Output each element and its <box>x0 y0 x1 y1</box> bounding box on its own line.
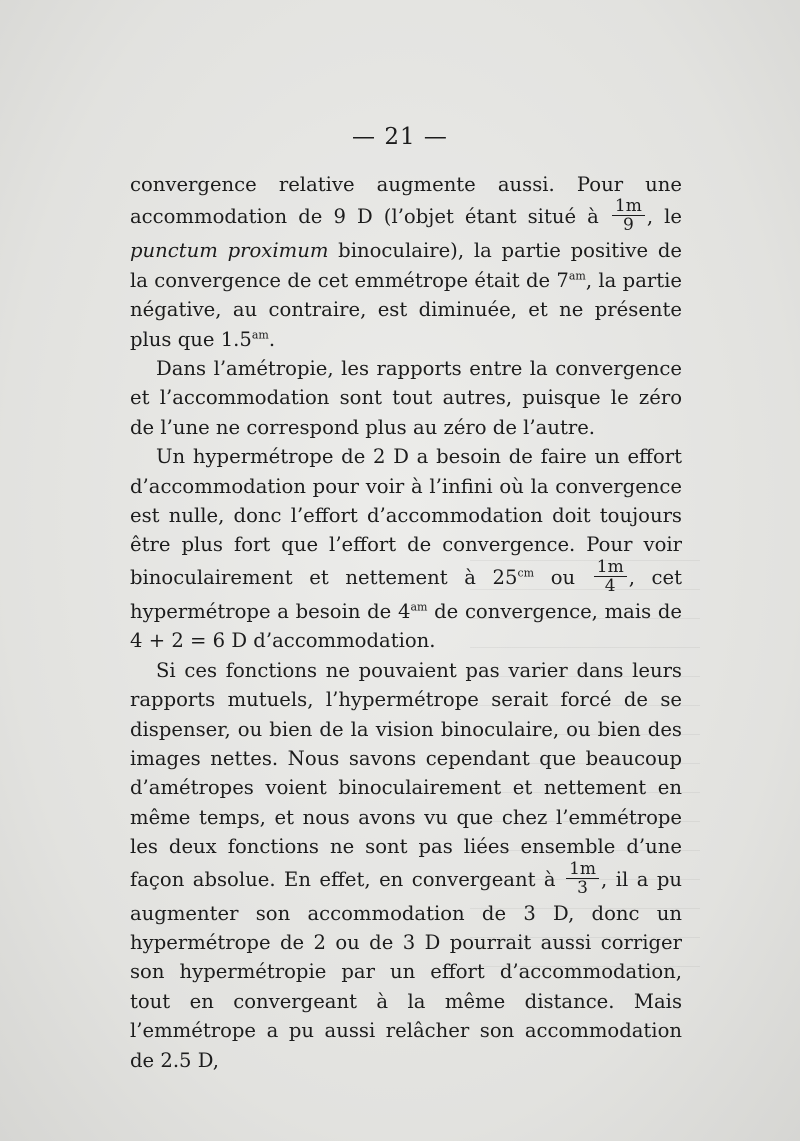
p1-text-a: convergence relative augmente aussi. Pour une accommodation de 9 D (l’objet étant situé à <box>130 173 682 229</box>
fraction-numerator: 1m <box>566 860 599 879</box>
fraction-1m-over-9 <box>612 197 645 234</box>
punctum-proximum-term: punctum proximum <box>130 239 329 263</box>
unit-superscript: am <box>410 600 428 614</box>
body-text <box>130 170 682 1075</box>
p3-text-d: de convergence, mais de 4 + 2 = 6 D d’accommodation. <box>130 599 682 653</box>
paragraph-1 <box>130 170 682 354</box>
paragraph-4 <box>130 656 682 1075</box>
fraction-denominator: 4 <box>604 575 616 596</box>
unit-superscript: am <box>251 328 269 342</box>
paragraph-2: Dans l’amétropie, les rapports entre la convergence et l’accommodation sont tout autres, puisque le zéro de l’une ne correspond plus au zéro de l’autre. <box>130 357 682 439</box>
p1-text-d: , la partie négative, au contraire, est diminuée, et ne présente plus que 1.5 <box>130 268 682 351</box>
p1-text-e: . <box>268 327 276 351</box>
paragraph-3 <box>130 442 682 655</box>
unit-superscript: am <box>568 269 586 283</box>
p3-text-b: ou <box>534 565 592 589</box>
p4-text-b: , il a pu augmenter son accommodation de 3 D, donc un hypermétrope de 2 ou de 3 D pourrait aussi corriger son hypermétropie par un effort d’accommodation, tout en convergeant à la même distance. Mais l’emmétrope a pu aussi relâcher son accommodation de 2.5 D, <box>130 867 682 1072</box>
page-number: — 21 — <box>352 124 448 150</box>
fraction-denominator: 3 <box>577 877 588 898</box>
fraction-1m-over-3 <box>566 860 599 897</box>
p3-text-c: , cet hypermétrope a besoin de 4 <box>130 565 682 623</box>
p4-text-a: Si ces fonctions ne pouvaient pas varier dans leurs rapports mutuels, l’hypermétrope serait forcé de se dispenser, ou bien de la vision binoculaire, ou bien des images nettes. Nous savons cependant que beaucoup d’amétropes voient binoculairement et nettement en même temps, et nous avons vu que chez l’emmétrope les deux fonctions ne sont pas liées ensemble d’une façon absolue. En effet, en convergeant à <box>130 658 682 891</box>
unit-superscript: cm <box>517 566 535 580</box>
p1-text-c: binoculaire), la partie positive de la convergence de cet emmétrope était de 7 <box>130 239 683 292</box>
p1-text-b: , le <box>646 205 682 229</box>
fraction-denominator: 9 <box>622 215 634 236</box>
fraction-numerator: 1m <box>594 558 627 577</box>
fraction-numerator: 1m <box>612 197 645 216</box>
p3-text-a: Un hypermétrope de 2 D a besoin de faire un effort d’accommodation pour voir à l’infini où la convergence est nulle, donc l’effort d’accommodation doit toujours être plus fort que l’effort de convergence. Pour voir binoculairement et nettement à 25 <box>130 445 682 589</box>
fraction-1m-over-4 <box>594 558 627 595</box>
